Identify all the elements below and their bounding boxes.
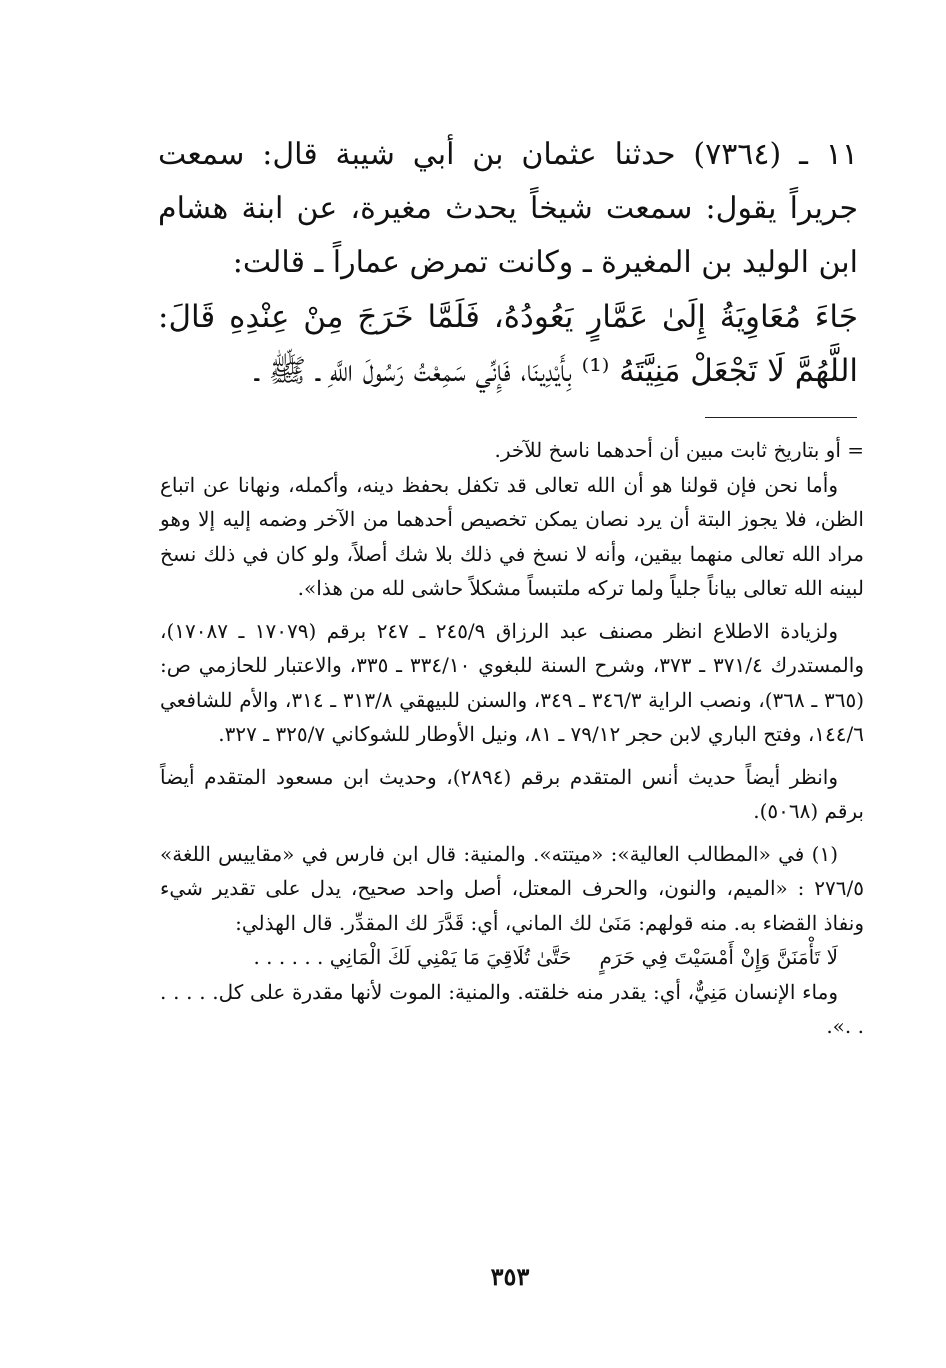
footnote-paragraph-1: وأما نحن فإن قولنا هو أن الله تعالى قد تكفل بحفظ دينه، وأكمله، ونهانا عن اتباع الظن، فلا يجوز البتة أن يرد نصان يمكن تخصيص أحدهما من الآخر وضمه إليه إلا وهو مراد الله تعالى منهما بيقين، وأنه لا نسخ في ذلك بلا شك أصلاً، ولو كان في ذلك نسخ لبينه الله تعالى بياناً جلياً ولما تركه ملتبساً مشكلاً حاشى لله من هذا». [160, 472, 864, 600]
footnotes [160, 433, 864, 1044]
page-number: ٣٥٣ [490, 1262, 530, 1291]
verse-second-hemistich: حَتَّىٰ تُلَاقِيَ مَا يَمْنِي لَكَ الْمَانِي . . . . . . [253, 945, 572, 969]
footnote-paragraph-3: وانظر أيضاً حديث أنس المتقدم برقم (٢٨٩٤)، وحديث ابن مسعود المتقدم أيضاً برقم (٥٠٦٨). [160, 764, 864, 823]
hadith-matn [158, 290, 858, 398]
footnote-continuation: = أو بتاريخ ثابت مبين أن أحدهما ناسخ للآخر. [494, 438, 864, 462]
verse-first-hemistich: لَا تَأْمَنَنَّ وَإِنْ أَمْسَيْتَ فِي حَرَمٍ [599, 945, 838, 969]
main-text [158, 128, 858, 290]
footnote-separator [705, 417, 857, 418]
poetry-verse [160, 940, 864, 975]
footnote-paragraph-2: ولزيادة الاطلاع انظر مصنف عبد الرزاق ٢٤٥/٩ ـ ٢٤٧ برقم (١٧٠٧٩ ـ ١٧٠٨٧)، والمستدرك ٣٧١/٤ ـ ٣٧٣، وشرح السنة للبغوي ٣٣٤/١٠ ـ ٣٣٥، والاعتبار للحازمي ص: (٣٦٥ ـ ٣٦٨)، ونصب الراية ٣٤٦/٣ ـ ٣٤٩، والسنن للبيهقي ٣١٣/٨ ـ ٣١٤، والأم للشافعي ١٤٤/٦، وفتح الباري لابن حجر ٧٩/١٢ ـ ٨١، ونيل الأوطار للشوكاني ٣٢٥/٧ ـ ٣٢٧. [160, 618, 865, 746]
hadith-isnad: ١١ ـ (٧٣٦٤) حدثنا عثمان بن أبي شيبة قال: سمعت جريراً يقول: سمعت شيخاً يحدث مغيرة، عن ابنة هشام ابن الوليد بن المغيرة ـ وكانت تمرض عماراً ـ قالت: [158, 137, 858, 280]
footnote-1-ending: وماء الإنسان مَنِيٌّ، أي: يقدر منه خلقته. والمنية: الموت لأنها مقدرة على كل. . . . . . .». [160, 979, 864, 1038]
hadith-text: جَاءَ مُعَاوِيَةُ إِلَىٰ عَمَّارٍ يَعُودُهُ، فَلَمَّا خَرَجَ مِنْ عِنْدِهِ قَالَ: اللَّهُمَّ لَا تَجْعَلْ مَنِيَّتَهُ ⁽¹⁾ بِأَيْدِينَا، فَإِنِّي سَمِعْتُ رَسُولَ اللَّهِ ـ ﷺ ـ [158, 299, 858, 389]
footnote-1: (١) في «المطالب العالية»: «ميتته». والمنية: قال ابن فارس في «مقاييس اللغة» ٢٧٦/٥ : «الميم، والنون، والحرف المعتل، أصل واحد صحيح، يدل على تقدير شيء ونفاذ القضاء به. منه قولهم: مَنَىٰ لك الماني، أي: قَدَّرَ لك المقدِّر. قال الهذلي: [160, 841, 864, 935]
